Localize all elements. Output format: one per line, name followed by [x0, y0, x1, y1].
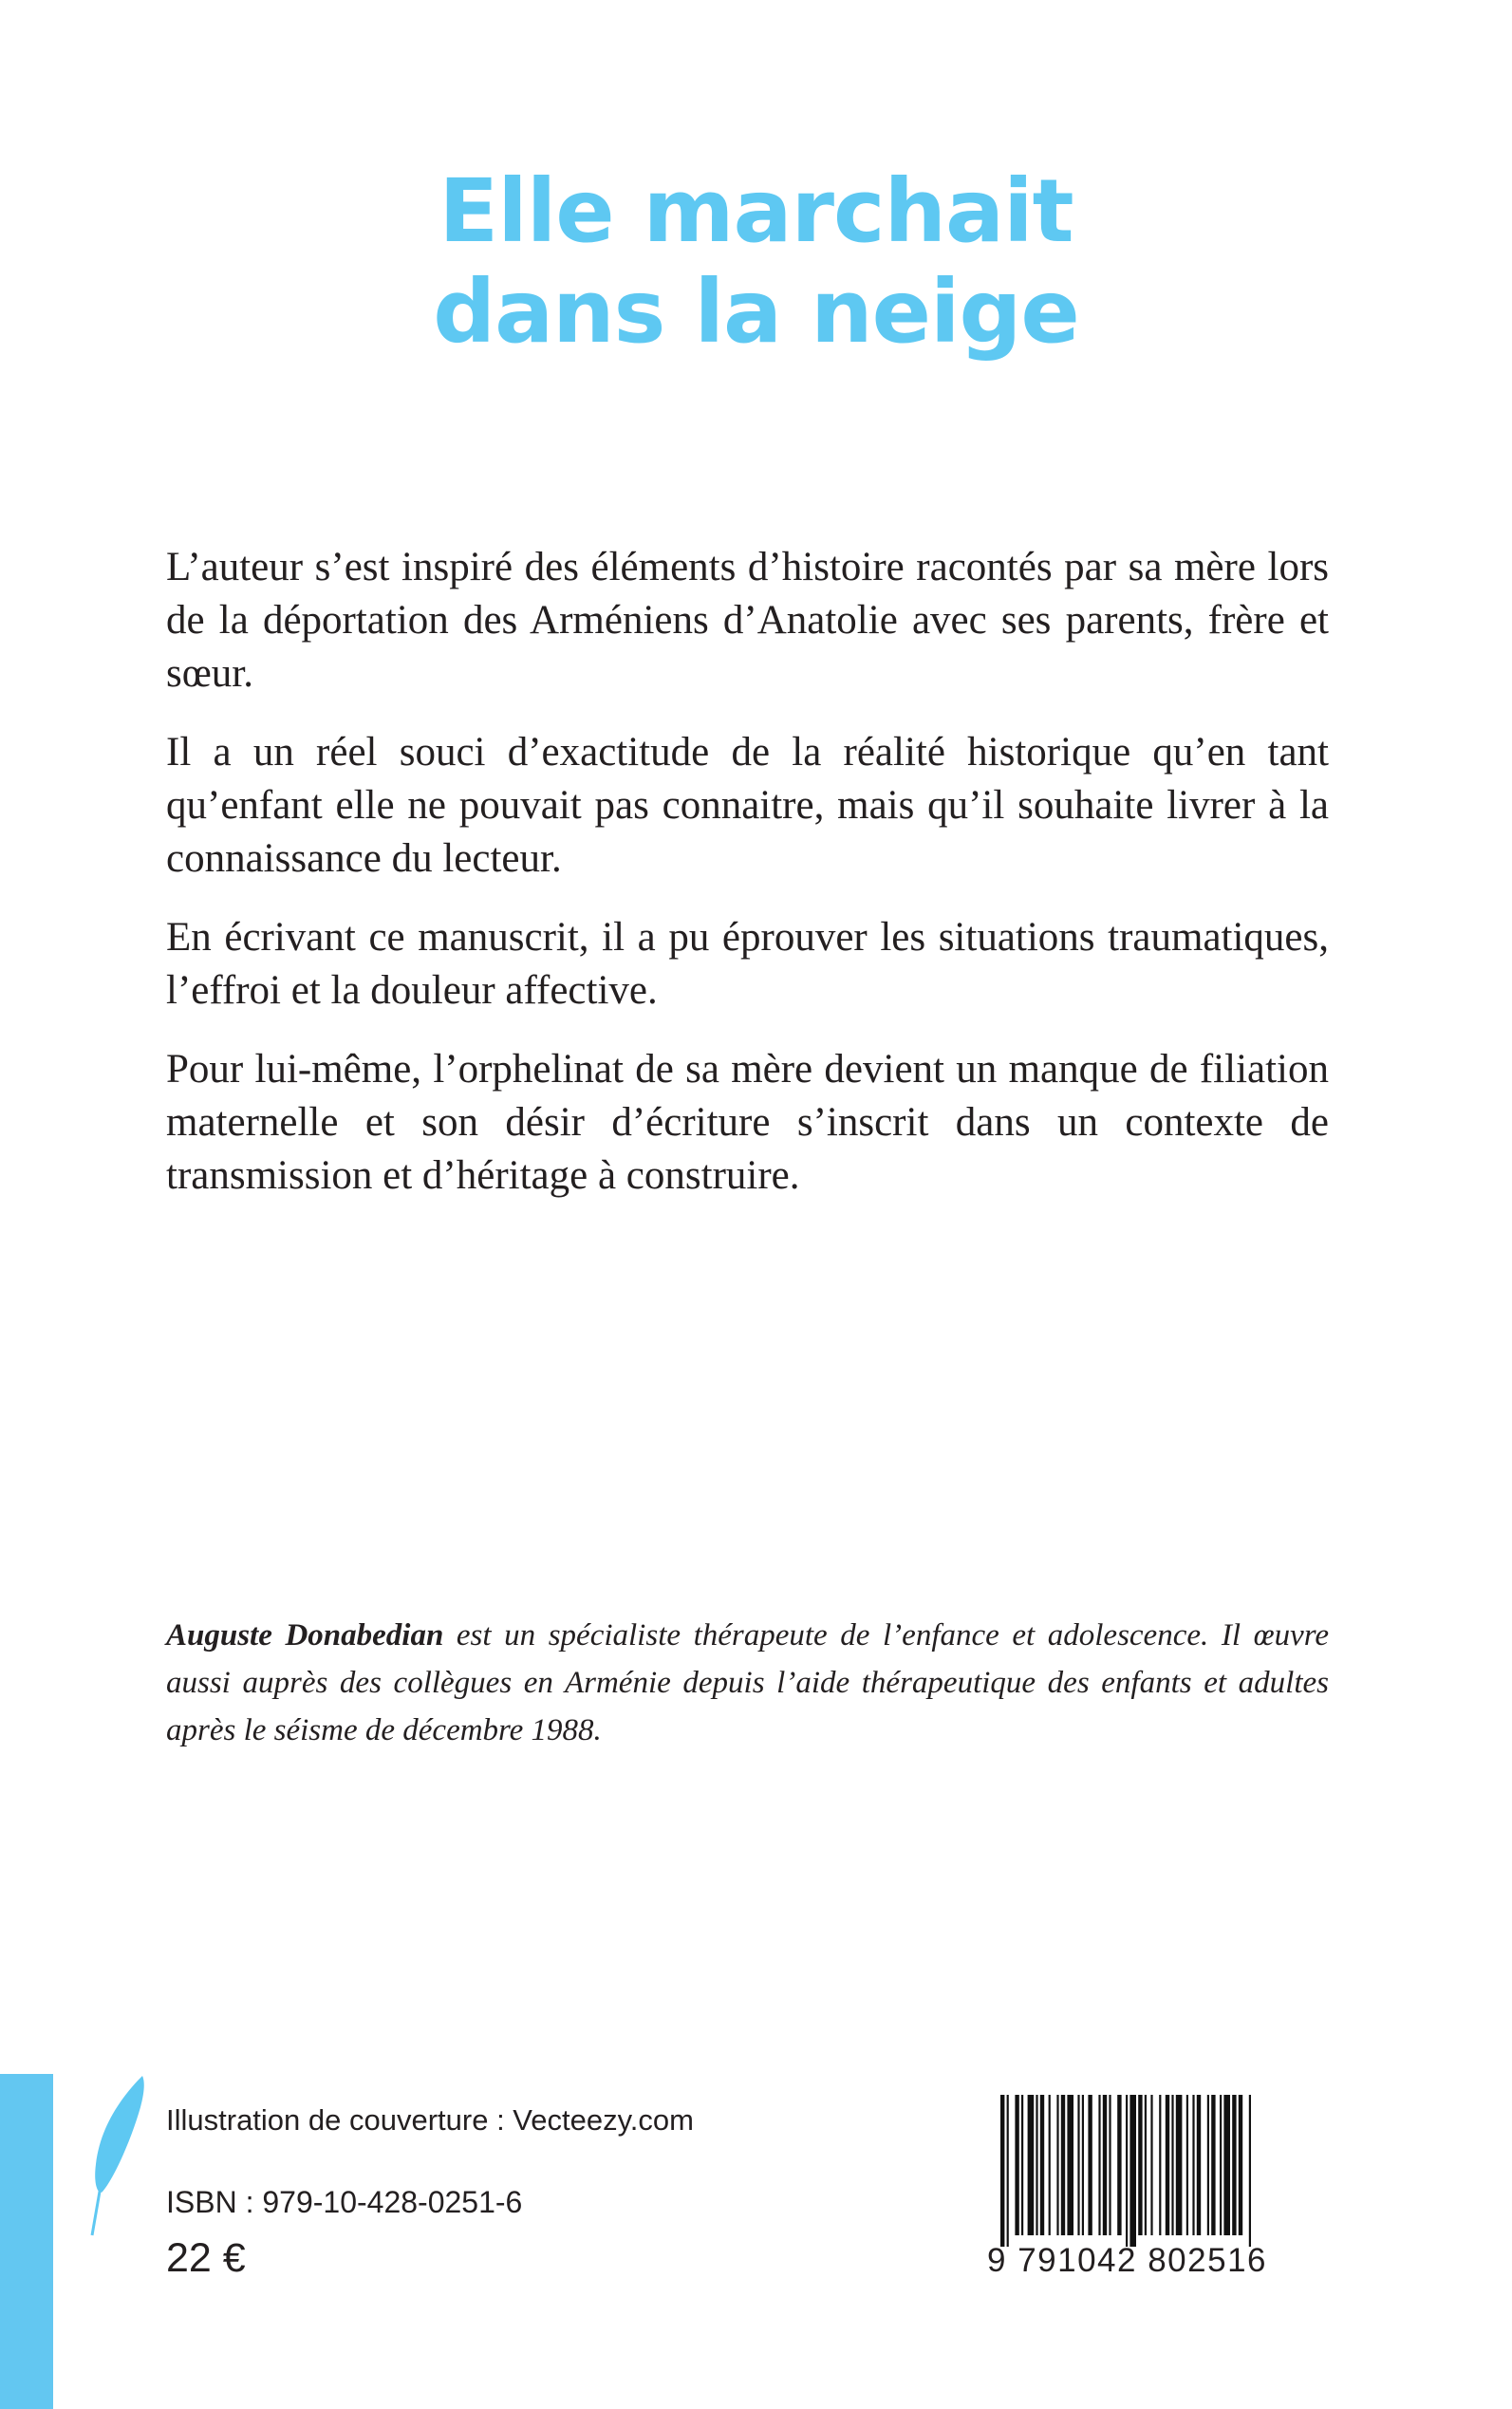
author-bio	[166, 1612, 1329, 1754]
back-cover-blurb	[166, 541, 1329, 1228]
barcode-bar	[1007, 2095, 1009, 2247]
barcode-bar	[1103, 2095, 1107, 2235]
accent-side-bar	[0, 2074, 53, 2409]
barcode-bar	[1049, 2095, 1051, 2235]
barcode-bar	[1098, 2095, 1100, 2235]
isbn: ISBN : 979-10-428-0251-6	[166, 2185, 523, 2219]
barcode-bar	[1067, 2095, 1073, 2235]
barcode-bar	[1129, 2095, 1136, 2247]
barcode-bar	[1088, 2095, 1092, 2235]
book-title	[0, 161, 1512, 363]
barcode-bar	[1207, 2095, 1209, 2235]
blurb-paragraph: En écrivant ce manuscrit, il a pu éprouver les situations traumatiques, l’effroi et la douleur affective.	[166, 915, 1329, 1013]
barcode-bar	[1150, 2095, 1152, 2235]
barcode-bar	[1036, 2095, 1037, 2235]
barcode-bar	[1197, 2095, 1201, 2235]
author-bio-text: est un spécialiste thérapeute de l’enfance et adolescence. Il œuvre aussi auprès des collègues en Arménie depuis l’aide thérapeutique des enfants et adultes après le séisme de décembre 1988.	[166, 1618, 1329, 1747]
barcode-bar	[1166, 2095, 1169, 2235]
blurb-paragraph: Il a un réel souci d’exactitude de la réalité historique qu’en tant qu’enfant elle ne pouvait pas connaitre, mais qu’il souhaite livrer à la connaissance du lecteur.	[166, 730, 1329, 881]
barcode-bar	[1232, 2095, 1236, 2235]
barcode-bar	[1061, 2095, 1065, 2235]
barcode-bar	[1220, 2095, 1222, 2235]
barcode-bar	[1176, 2095, 1183, 2235]
barcode-bar	[1239, 2095, 1242, 2235]
barcode	[987, 2095, 1316, 2289]
barcode-digits: 9 791042 802516	[987, 2242, 1267, 2279]
cover-illustration-credit: Illustration de couverture : Vecteezy.com	[166, 2103, 694, 2137]
barcode-bar	[1126, 2095, 1128, 2247]
barcode-bar	[1249, 2095, 1251, 2247]
barcode-bar	[1040, 2095, 1044, 2235]
barcode-bar	[1082, 2095, 1084, 2235]
barcode-bar	[1077, 2095, 1079, 2235]
price: 22 €	[166, 2235, 246, 2281]
barcode-bar	[1056, 2095, 1058, 2235]
barcode-bar	[1211, 2095, 1215, 2235]
title-line-2: dans la neige	[433, 261, 1079, 363]
barcode-bar	[1138, 2095, 1142, 2235]
barcode-bar	[1117, 2095, 1121, 2235]
barcode-bar	[1021, 2095, 1023, 2235]
barcode-bar	[1186, 2095, 1188, 2235]
barcode-bar	[1159, 2095, 1161, 2235]
blurb-paragraph: Pour lui-même, l’orphelinat de sa mère devient un manque de filiation maternelle et son désir d’écriture s’inscrit dans un contexte de transmission et d’héritage à construire.	[166, 1047, 1329, 1198]
barcode-icon	[987, 2095, 1316, 2247]
barcode-bar	[1109, 2095, 1111, 2235]
barcode-bar	[1028, 2095, 1035, 2235]
blurb-paragraph: L’auteur s’est inspiré des éléments d’histoire racontés par sa mère lors de la déportation des Arméniens d’Anatolie avec ses parents, frère et sœur.	[166, 545, 1329, 696]
barcode-bar	[1015, 2095, 1018, 2235]
barcode-bar	[1145, 2095, 1147, 2235]
barcode-bar	[1171, 2095, 1173, 2235]
author-name: Auguste Donabedian	[166, 1618, 444, 1653]
barcode-bar	[1192, 2095, 1194, 2235]
barcode-bar	[1000, 2095, 1004, 2247]
barcode-bar	[1223, 2095, 1230, 2235]
feather-icon	[87, 2074, 146, 2237]
title-line-1: Elle marchait	[439, 160, 1073, 262]
